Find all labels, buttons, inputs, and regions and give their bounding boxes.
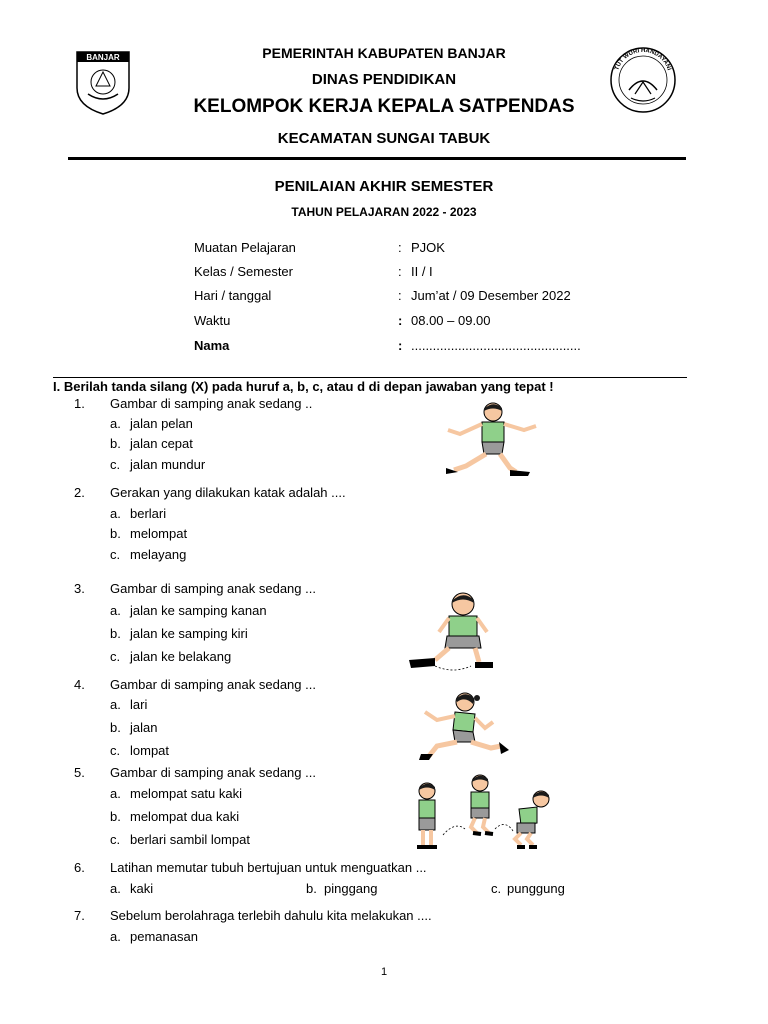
option-text: lompat (130, 743, 170, 758)
tut-wuri-text: TUT WURI HANDAYANI (614, 47, 672, 72)
jumping-sequence-illustration (405, 773, 555, 860)
answer-option (491, 881, 565, 896)
question-text: Gambar di samping anak sedang .. (110, 396, 313, 411)
answer-option (110, 436, 193, 451)
side-step-child-illustration (405, 590, 505, 677)
meta-value-name-blank: ............................................... (411, 338, 581, 353)
question-number: 2. (74, 485, 85, 500)
question-number: 7. (74, 908, 85, 923)
option-letter: c. (110, 832, 121, 847)
exam-title: PENILAIAN AKHIR SEMESTER (274, 178, 494, 195)
question-number: 3. (74, 581, 85, 596)
option-text: berlari sambil lompat (130, 832, 250, 847)
option-text: jalan ke belakang (130, 649, 232, 664)
option-text: jalan ke samping kanan (130, 603, 267, 618)
header-dinas: DINAS PENDIDIKAN (311, 71, 457, 88)
option-text: jalan pelan (130, 416, 193, 431)
option-text: melompat satu kaki (130, 786, 242, 801)
option-letter: b. (110, 809, 121, 824)
meta-label-name: Nama (194, 338, 230, 353)
meta-label-subject: Muatan Pelajaran (194, 240, 296, 255)
section-divider (53, 377, 687, 378)
header-kkks: KELOMPOK KERJA KEPALA SATPENDAS (193, 96, 575, 117)
question-text: Gambar di samping anak sedang ... (110, 765, 316, 780)
answer-option (110, 697, 147, 712)
banjar-logo-text: BANJAR (86, 53, 120, 62)
question-number: 6. (74, 860, 85, 875)
option-letter: a. (110, 786, 121, 801)
option-text: lari (130, 697, 148, 712)
option-letter: c. (110, 649, 121, 664)
option-letter: a. (110, 603, 121, 618)
meta-label-class: Kelas / Semester (194, 264, 293, 279)
option-letter: a. (110, 881, 121, 896)
option-letter: c. (110, 743, 121, 758)
page-number: 1 (380, 966, 388, 978)
answer-option (110, 649, 231, 664)
question-text: Gambar di samping anak sedang ... (110, 677, 316, 692)
meta-colon: : (398, 264, 402, 279)
option-letter: b. (110, 526, 121, 541)
option-text: melayang (130, 547, 187, 562)
option-text: melompat (130, 526, 188, 541)
meta-colon: : (398, 338, 403, 353)
option-text: jalan cepat (130, 436, 193, 451)
option-letter: a. (110, 697, 121, 712)
header-divider (68, 157, 686, 160)
exam-year: TAHUN PELAJARAN 2022 - 2023 (291, 205, 477, 219)
option-text: jalan mundur (130, 457, 206, 472)
option-letter: b. (110, 626, 121, 641)
question-number: 5. (74, 765, 85, 780)
answer-option (110, 929, 198, 944)
meta-label-time: Waktu (194, 313, 231, 328)
section-instruction: I. Berilah tanda silang (X) pada huruf a, b, c, atau d di depan jawaban yang tepat ! (53, 379, 554, 394)
meta-value-date: Jum’at / 09 Desember 2022 (411, 288, 571, 303)
answer-option (110, 743, 169, 758)
walking-child-illustration (440, 400, 540, 483)
option-text: melompat dua kaki (130, 809, 240, 824)
option-text: punggung (507, 881, 565, 896)
option-text: pinggang (324, 881, 378, 896)
answer-option (110, 832, 250, 847)
answer-option (110, 881, 153, 896)
meta-colon: : (398, 313, 403, 328)
answer-option (110, 547, 186, 562)
answer-option (110, 809, 239, 824)
answer-option (110, 506, 166, 521)
option-letter: b. (306, 881, 317, 896)
answer-option (110, 603, 267, 618)
question-text: Latihan memutar tubuh bertujuan untuk menguatkan ... (110, 860, 427, 875)
meta-value-class: II / I (411, 264, 433, 279)
question-text: Gambar di samping anak sedang ... (110, 581, 316, 596)
meta-colon: : (398, 240, 402, 255)
answer-option (110, 416, 193, 431)
option-letter: b. (110, 720, 121, 735)
meta-colon: : (398, 288, 402, 303)
option-text: pemanasan (130, 929, 198, 944)
meta-label-date: Hari / tanggal (194, 288, 272, 303)
option-letter: a. (110, 506, 121, 521)
answer-option (110, 526, 187, 541)
meta-value-subject: PJOK (411, 240, 445, 255)
option-letter: a. (110, 929, 121, 944)
question-number: 4. (74, 677, 85, 692)
option-letter: c. (110, 457, 121, 472)
option-letter: c. (110, 547, 121, 562)
answer-option (110, 457, 205, 472)
option-text: berlari (130, 506, 167, 521)
header-kecamatan: KECAMATAN SUNGAI TABUK (277, 130, 491, 147)
meta-value-time: 08.00 – 09.00 (411, 313, 491, 328)
option-text: jalan (130, 720, 158, 735)
option-text: kaki (130, 881, 154, 896)
answer-option (110, 786, 242, 801)
answer-option (110, 626, 248, 641)
option-letter: b. (110, 436, 121, 451)
answer-option (306, 881, 378, 896)
question-text: Gerakan yang dilakukan katak adalah .... (110, 485, 346, 500)
answer-option (110, 720, 157, 735)
option-text: jalan ke samping kiri (130, 626, 248, 641)
running-girl-illustration (415, 690, 515, 767)
question-text: Sebelum berolahraga terlebih dahulu kita melakukan .... (110, 908, 432, 923)
option-letter: c. (491, 881, 502, 896)
question-number: 1. (74, 396, 85, 411)
option-letter: a. (110, 416, 121, 431)
header-government: PEMERINTAH KABUPATEN BANJAR (262, 45, 506, 61)
